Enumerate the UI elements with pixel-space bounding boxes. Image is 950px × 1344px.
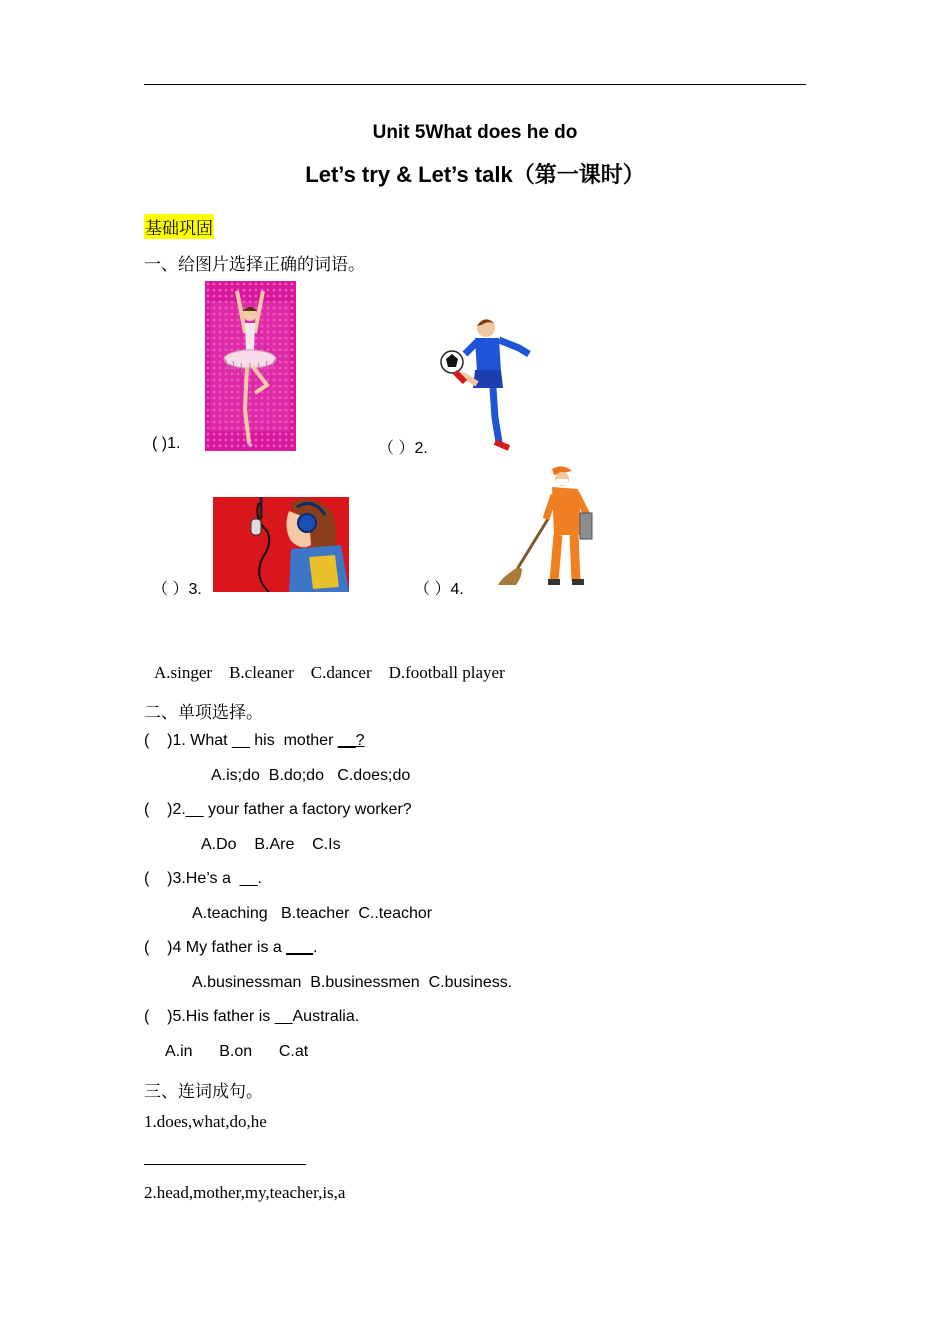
q4-options: A.businessman B.businessmen C.business. bbox=[192, 974, 513, 991]
header-rule bbox=[144, 84, 806, 85]
q3-options: A.teaching B.teacher C..teachor bbox=[192, 905, 433, 922]
part3-q1: 1.does,what,do,he bbox=[144, 1112, 267, 1131]
singer-image bbox=[213, 497, 349, 592]
item2-label: （ ）2. bbox=[378, 440, 428, 457]
street-cleaner-image bbox=[496, 465, 596, 589]
item4-label: （ ）4. bbox=[414, 581, 464, 598]
ballet-dancer-image bbox=[205, 281, 296, 451]
lesson-subtitle: Let’s try & Let’s talk（第一课时） bbox=[305, 162, 645, 187]
q5-line: ( )5.His father is __Australia. bbox=[144, 1008, 360, 1025]
unit-title: Unit 5What does he do bbox=[372, 122, 578, 143]
item1-label: ( )1. bbox=[152, 435, 181, 452]
part3-q2: 2.head,mother,my,teacher,is,a bbox=[144, 1183, 346, 1202]
q2-line: ( )2.__ your father a factory worker? bbox=[144, 801, 412, 818]
q1-options: A.is;do B.do;do C.does;do bbox=[211, 767, 411, 784]
part1-options: A.singer B.cleaner C.dancer D.football player bbox=[154, 663, 505, 682]
q4-line: ( )4 My father is a ___. bbox=[144, 939, 318, 956]
answer-line-1 bbox=[144, 1164, 306, 1165]
football-player-image bbox=[437, 314, 533, 452]
q2-options: A.Do B.Are C.Is bbox=[201, 836, 341, 853]
part2-heading: 二、单项选择。 bbox=[144, 703, 263, 723]
part3-heading: 三、连词成句。 bbox=[144, 1082, 263, 1102]
q3-line: ( )3.He’s a __. bbox=[144, 870, 262, 887]
q1-line: ( )1. What __ his mother __? bbox=[144, 732, 365, 749]
q5-options: A.in B.on C.at bbox=[165, 1043, 309, 1060]
section-tag: 基础巩固 bbox=[144, 214, 214, 239]
part1-heading: 一、给图片选择正确的词语。 bbox=[144, 255, 365, 275]
item3-label: （ ）3. bbox=[152, 581, 202, 598]
